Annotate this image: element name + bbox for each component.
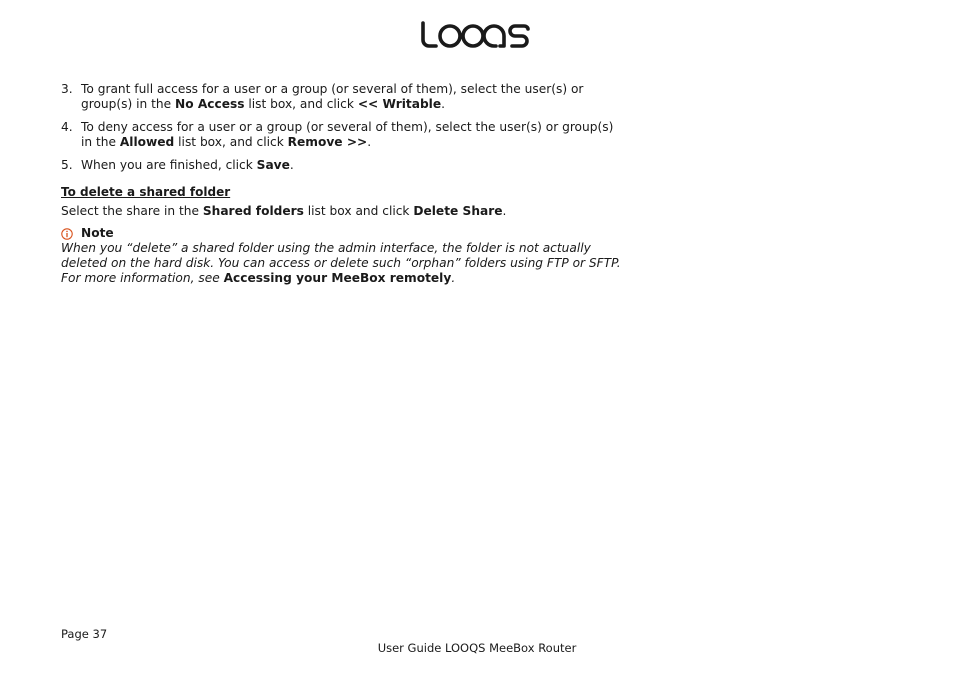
step-text (81, 158, 621, 173)
ui-term-delete-share: Delete Share (413, 204, 503, 218)
text-run: . (441, 97, 446, 111)
step-text (81, 82, 621, 112)
info-icon (61, 228, 73, 240)
text-run: To deny access for a user or a group (or several of them), select the user(s) or group(s) in the (81, 120, 614, 149)
logo-text: LOOQS (420, 18, 424, 19)
text-run: . (367, 135, 372, 149)
step-number: 5. (61, 158, 73, 172)
ui-term-no-access: No Access (175, 97, 245, 111)
ui-term-save: Save (256, 158, 290, 172)
cross-reference: Accessing your MeeBox remotely (223, 271, 452, 285)
footer-title: User Guide LOOQS MeeBox Router (377, 641, 577, 655)
text-run: . (502, 204, 507, 218)
text-run: list box and click (303, 204, 414, 218)
document-body (61, 82, 621, 286)
looqs-logo (420, 18, 532, 52)
section-heading: To delete a shared folder (61, 185, 231, 199)
text-run: . (289, 158, 294, 172)
step-3 (61, 82, 621, 112)
step-number: 4. (61, 120, 73, 134)
step-4 (61, 120, 621, 150)
ui-term-writable: << Writable (357, 97, 442, 111)
ui-term-allowed: Allowed (119, 135, 175, 149)
note-body (61, 241, 621, 286)
text-run: When you are finished, click (81, 158, 257, 172)
text-run: When you “delete” a shared folder using the admin interface, the folder is not actually deleted on the hard disk. You can access or delete such “orphan” folders using FTP or SFTP. For more information, see (61, 241, 621, 285)
text-run: list box, and click (244, 97, 358, 111)
ui-term-remove: Remove >> (287, 135, 368, 149)
page-number: Page 37 (61, 627, 108, 641)
text-run: Select the share in the (61, 204, 203, 218)
step-5 (61, 158, 621, 173)
text-run: To grant full access for a user or a group (or several of them), select the user(s) or group(s) in the (81, 82, 584, 111)
note-header (61, 226, 621, 241)
step-number: 3. (61, 82, 73, 96)
note-title: Note (81, 226, 114, 240)
text-run: list box, and click (174, 135, 288, 149)
ui-term-shared-folders: Shared folders (202, 204, 304, 218)
step-text (81, 120, 621, 150)
section-body (61, 204, 621, 219)
text-run: . (451, 271, 456, 285)
